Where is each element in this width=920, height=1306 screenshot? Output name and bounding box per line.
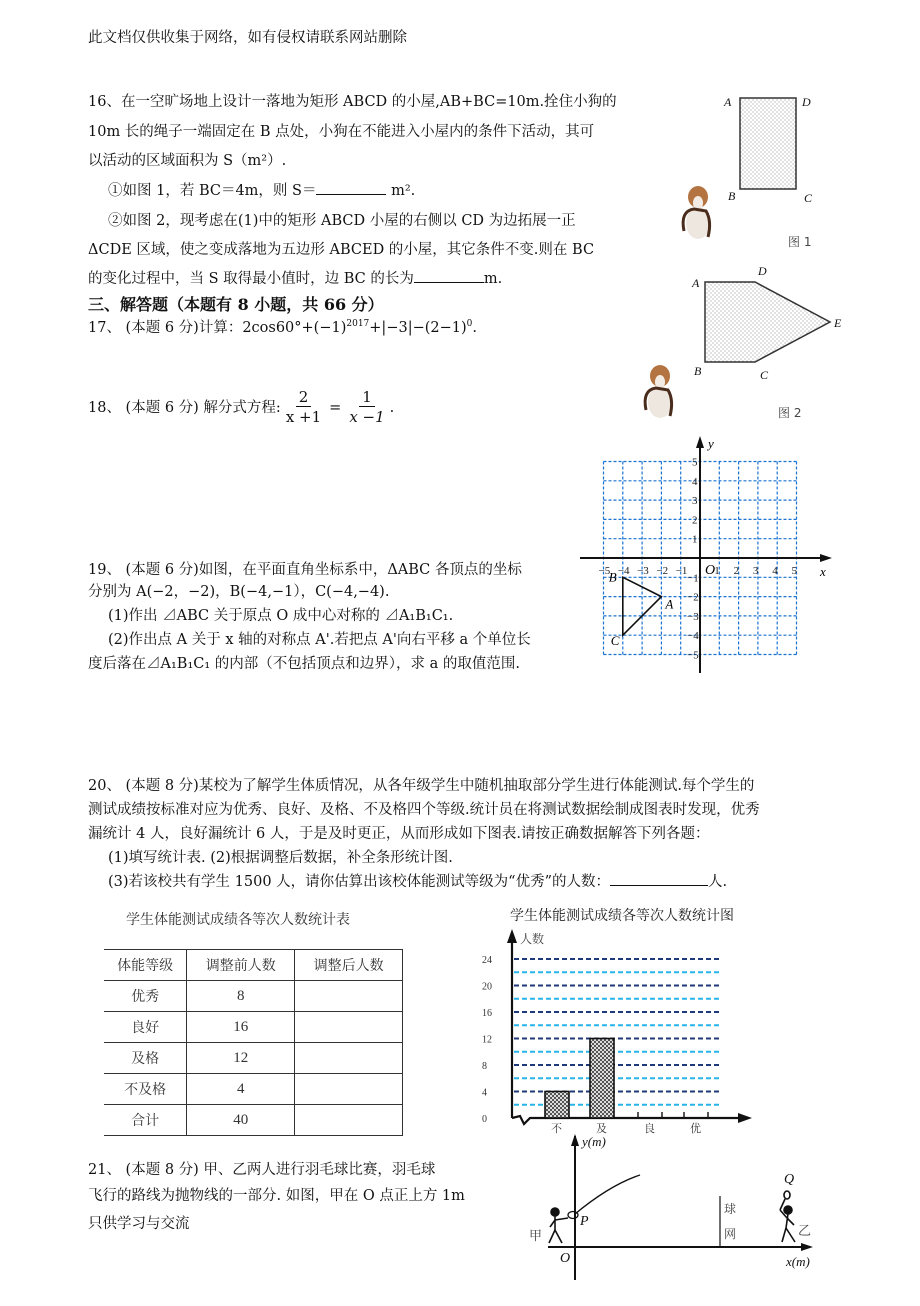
fig2-label-a: A xyxy=(692,276,700,290)
q16-part2-unit: m. xyxy=(483,271,503,287)
coordinate-grid xyxy=(580,430,840,680)
q20-line2: 测试成绩按标准对应为优秀、良好、及格、不及格四个等级.统计员在将测试数据绘制成图表时发现，优秀 xyxy=(88,802,760,818)
bar-0 xyxy=(545,1092,569,1119)
x-tick-label: −2 xyxy=(656,565,669,577)
origin-label: O xyxy=(560,1251,571,1266)
player-a-icon xyxy=(549,1208,568,1243)
y-tick-label: 16 xyxy=(482,1008,492,1019)
player-b-label: 乙 xyxy=(798,1224,812,1239)
fraction-denominator: x +1 xyxy=(285,408,322,426)
table-title: 学生体能测试成绩各等次人数统计表 xyxy=(126,912,350,928)
table-row xyxy=(104,1043,403,1074)
table-cell: 40 xyxy=(187,1105,295,1136)
y-tick-label: −5 xyxy=(687,649,699,662)
player-a-label: 甲 xyxy=(529,1229,543,1244)
q19-line1: 19、 (本题 6 分)如图，在平面直角坐标系中，ΔABC 各顶点的坐标 xyxy=(88,562,522,578)
origin-label: O xyxy=(705,563,716,578)
x-axis-arrow-icon xyxy=(820,554,832,562)
x-tick-label: 优 xyxy=(690,1122,701,1135)
point-q-label: Q xyxy=(784,1172,795,1187)
table-cell-answer[interactable] xyxy=(295,1074,403,1105)
y-tick-label: 2 xyxy=(692,514,698,527)
q16-part1-unit: m². xyxy=(386,183,416,199)
q16-part1-text: ①如图 1，若 BC＝4m，则 S＝ xyxy=(108,183,317,199)
table-cell: 优秀 xyxy=(104,981,187,1012)
table-cell: 合计 xyxy=(104,1105,187,1136)
table-header-row xyxy=(104,950,403,981)
y-tick-label: −4 xyxy=(687,630,699,643)
q16-line1: 16、在一空旷场地上设计一落地为矩形 ABCD 的小屋,AB+BC=10m.拴住小狗的 xyxy=(88,94,617,110)
y-tick-label: 4 xyxy=(692,475,698,488)
chart-title: 学生体能测试成绩各等次人数统计图 xyxy=(510,908,734,924)
x-tick-label: 2 xyxy=(733,565,740,577)
y-tick-label: 0 xyxy=(482,1114,487,1125)
fig2-caption: 图 2 xyxy=(778,406,802,420)
q21-line1: 21、 (本题 8 分) 甲、乙两人进行羽毛球比赛，羽毛球 xyxy=(88,1162,436,1178)
y-tick-label: 1 xyxy=(692,533,698,546)
table-cell: 8 xyxy=(187,981,295,1012)
dog-icon xyxy=(678,181,718,243)
fig2-label-e: E xyxy=(834,316,842,330)
x-tick-label: 及 xyxy=(596,1122,607,1135)
fig1-label-a: A xyxy=(724,95,732,109)
footer-notice: 只供学习与交流 xyxy=(88,1216,190,1232)
equals-sign: = xyxy=(329,399,342,416)
table-cell-answer[interactable] xyxy=(295,1043,403,1074)
y-axis-label: y(m) xyxy=(582,1134,606,1149)
bar-chart xyxy=(470,925,760,1140)
y-tick-label: 24 xyxy=(482,955,492,966)
q17-end: . xyxy=(472,320,477,336)
bar-1 xyxy=(590,1039,614,1119)
q16-part1 xyxy=(108,181,415,201)
table-row xyxy=(104,1105,403,1136)
badminton-figure-svg xyxy=(520,1130,840,1302)
table-row xyxy=(104,1074,403,1105)
point-p-label: P xyxy=(580,1214,589,1229)
x-axis-arrow-icon xyxy=(801,1243,813,1251)
header-notice: 此文档仅供收集于网络，如有侵权请联系网站删除 xyxy=(88,30,407,46)
x-axis-label: x(m) xyxy=(786,1254,810,1269)
q16-line2: 10m 长的绳子一端固定在 B 点处，小狗在不能进入小屋内的条件下活动，其可 xyxy=(88,124,595,140)
section-title: 三、解答题（本题有 8 小题，共 66 分） xyxy=(88,295,384,314)
table-header: 体能等级 xyxy=(104,950,187,981)
x-tick-label: −1 xyxy=(675,565,688,577)
table-header: 调整前人数 xyxy=(187,950,295,981)
table-cell-answer[interactable] xyxy=(295,1105,403,1136)
house-rectangle xyxy=(740,98,796,189)
fraction-left xyxy=(283,388,324,427)
q16-part2-line3 xyxy=(88,269,502,289)
table-cell: 16 xyxy=(187,1012,295,1043)
badminton-figure xyxy=(520,1130,840,1302)
table-cell-answer[interactable] xyxy=(295,1012,403,1043)
coordinate-grid-svg xyxy=(580,430,840,680)
y-tick-label: 4 xyxy=(482,1087,487,1099)
y-tick-label: 5 xyxy=(692,456,698,469)
q19-line3: (1)作出 ⊿ABC 关于原点 O 成中心对称的 ⊿A₁B₁C₁. xyxy=(108,608,454,624)
fig2-label-b: B xyxy=(694,364,702,378)
fig2-label-c: C xyxy=(760,368,769,382)
q16-part2-line1: ②如图 2，现考虑在(1)中的矩形 ABCD 小屋的右侧以 CD 为边拓展一正 xyxy=(108,213,576,229)
table-row xyxy=(104,981,403,1012)
y-axis-label: y xyxy=(708,436,714,451)
x-tick-label: 1 xyxy=(714,565,720,577)
x-tick-label: 良 xyxy=(644,1122,655,1135)
x-tick-label: −4 xyxy=(617,565,630,577)
table-cell: 及格 xyxy=(104,1043,187,1074)
shuttle-trajectory xyxy=(575,1175,640,1214)
q20-line1: 20、 (本题 8 分)某校为了解学生体质情况，从各年级学生中随机抽取部分学生进行体能测试.每个学生的 xyxy=(88,778,755,794)
fig1-label-b: B xyxy=(728,189,736,203)
table-cell: 良好 xyxy=(104,1012,187,1043)
table-header: 调整后人数 xyxy=(295,950,403,981)
fraction-numerator: 2 xyxy=(296,388,312,407)
fig1-caption: 图 1 xyxy=(788,235,812,249)
q19-line2: 分别为 A(−2，−2)，B(−4,−1），C(−4,−4). xyxy=(88,584,390,600)
point-label-c: C xyxy=(610,633,620,649)
q16-line3: 以活动的区域面积为 S（m²）. xyxy=(88,153,287,169)
q19-line5: 度后落在⊿A₁B₁C₁ 的内部（不包括顶点和边界），求 a 的取值范围. xyxy=(88,656,520,672)
q17 xyxy=(88,318,477,338)
fig1-label-d: D xyxy=(802,95,811,109)
q18 xyxy=(88,388,394,427)
fraction-numerator: 1 xyxy=(359,388,375,407)
y-tick-label: 12 xyxy=(482,1034,492,1046)
q17-exponent: 2017 xyxy=(346,319,370,330)
q21-line2: 飞行的路线为抛物线的一部分. 如图，甲在 O 点正上方 1m xyxy=(88,1188,465,1204)
y-axis-arrow-icon xyxy=(507,929,517,943)
dog-icon xyxy=(640,360,680,422)
q17-text: 17、 (本题 6 分)计算：2cos60°+(−1) xyxy=(88,320,347,336)
fraction-denominator: x −1 xyxy=(349,408,385,426)
y-tick-label: −1 xyxy=(687,572,699,585)
x-tick-label: 4 xyxy=(772,565,778,577)
y-tick-label: 3 xyxy=(692,495,698,508)
q20-line4: (1)填写统计表. (2)根据调整后数据，补全条形统计图. xyxy=(108,850,453,866)
fig1-label-c: C xyxy=(804,191,813,205)
q20-line5-text: (3)若该校共有学生 1500 人，请你估算出该校体能测试等级为“优秀”的人数： xyxy=(108,874,610,890)
fraction-right xyxy=(346,388,387,427)
q19-line4: (2)作出点 A 关于 x 轴的对称点 A'.若把点 A'向右平移 a 个单位长 xyxy=(108,632,531,648)
q18-text: 18、 (本题 6 分) 解分式方程: xyxy=(88,399,281,416)
figure-2 xyxy=(640,262,900,422)
x-tick-label: 不 xyxy=(551,1122,562,1135)
point-label-b: B xyxy=(608,569,617,585)
answer-blank[interactable] xyxy=(316,181,386,195)
figure-1 xyxy=(650,85,900,255)
q18-end: . xyxy=(389,399,395,416)
y-axis-label: 人数 xyxy=(520,932,545,946)
q20-line5-unit: 人. xyxy=(707,874,728,890)
q16-part2-text: 的变化过程中，当 S 取得最小值时，边 BC 的长为 xyxy=(88,271,414,287)
table-cell: 4 xyxy=(187,1074,295,1105)
q20-line5 xyxy=(108,872,727,892)
player-b-icon xyxy=(780,1191,795,1242)
x-tick-label: −5 xyxy=(598,565,611,577)
q17-text-mid: +|−3|−(2−1) xyxy=(369,320,467,336)
fig2-label-d: D xyxy=(758,264,767,278)
table-cell: 12 xyxy=(187,1043,295,1074)
table-cell: 不及格 xyxy=(104,1074,187,1105)
y-tick-label: −2 xyxy=(687,591,699,604)
shuttlecock-p-icon xyxy=(568,1212,578,1219)
answer-blank[interactable] xyxy=(414,269,484,283)
table-row xyxy=(104,1012,403,1043)
x-axis-arrow-icon xyxy=(738,1113,752,1123)
x-tick-label: −3 xyxy=(637,565,649,577)
y-tick-label: 8 xyxy=(482,1061,487,1072)
x-tick-label: 5 xyxy=(791,565,797,577)
x-axis-label: x xyxy=(820,564,826,579)
y-tick-label: −3 xyxy=(687,610,699,623)
q17-exponent-2: 0 xyxy=(466,319,473,330)
bar-chart-svg xyxy=(470,925,760,1140)
table-cell-answer[interactable] xyxy=(295,981,403,1012)
point-label-a: A xyxy=(665,596,674,612)
answer-blank[interactable] xyxy=(610,872,708,886)
pentagon-house xyxy=(705,282,830,362)
stats-table xyxy=(104,949,403,1136)
net-label-bottom: 网 xyxy=(724,1227,737,1241)
q20-line3: 漏统计 4 人，良好漏统计 6 人，于是及时更正，从而形成如下图表.请按正确数据解答下列各题： xyxy=(88,826,710,842)
y-axis-arrow-icon xyxy=(571,1134,579,1146)
y-axis-arrow-icon xyxy=(696,436,704,448)
q16-part2-line2: ΔCDE 区域，使之变成落地为五边形 ABCED 的小屋，其它条件不变.则在 BC xyxy=(88,242,595,258)
net-label-top: 球 xyxy=(724,1202,737,1216)
y-tick-label: 20 xyxy=(482,981,492,993)
x-tick-label: 3 xyxy=(752,565,759,577)
